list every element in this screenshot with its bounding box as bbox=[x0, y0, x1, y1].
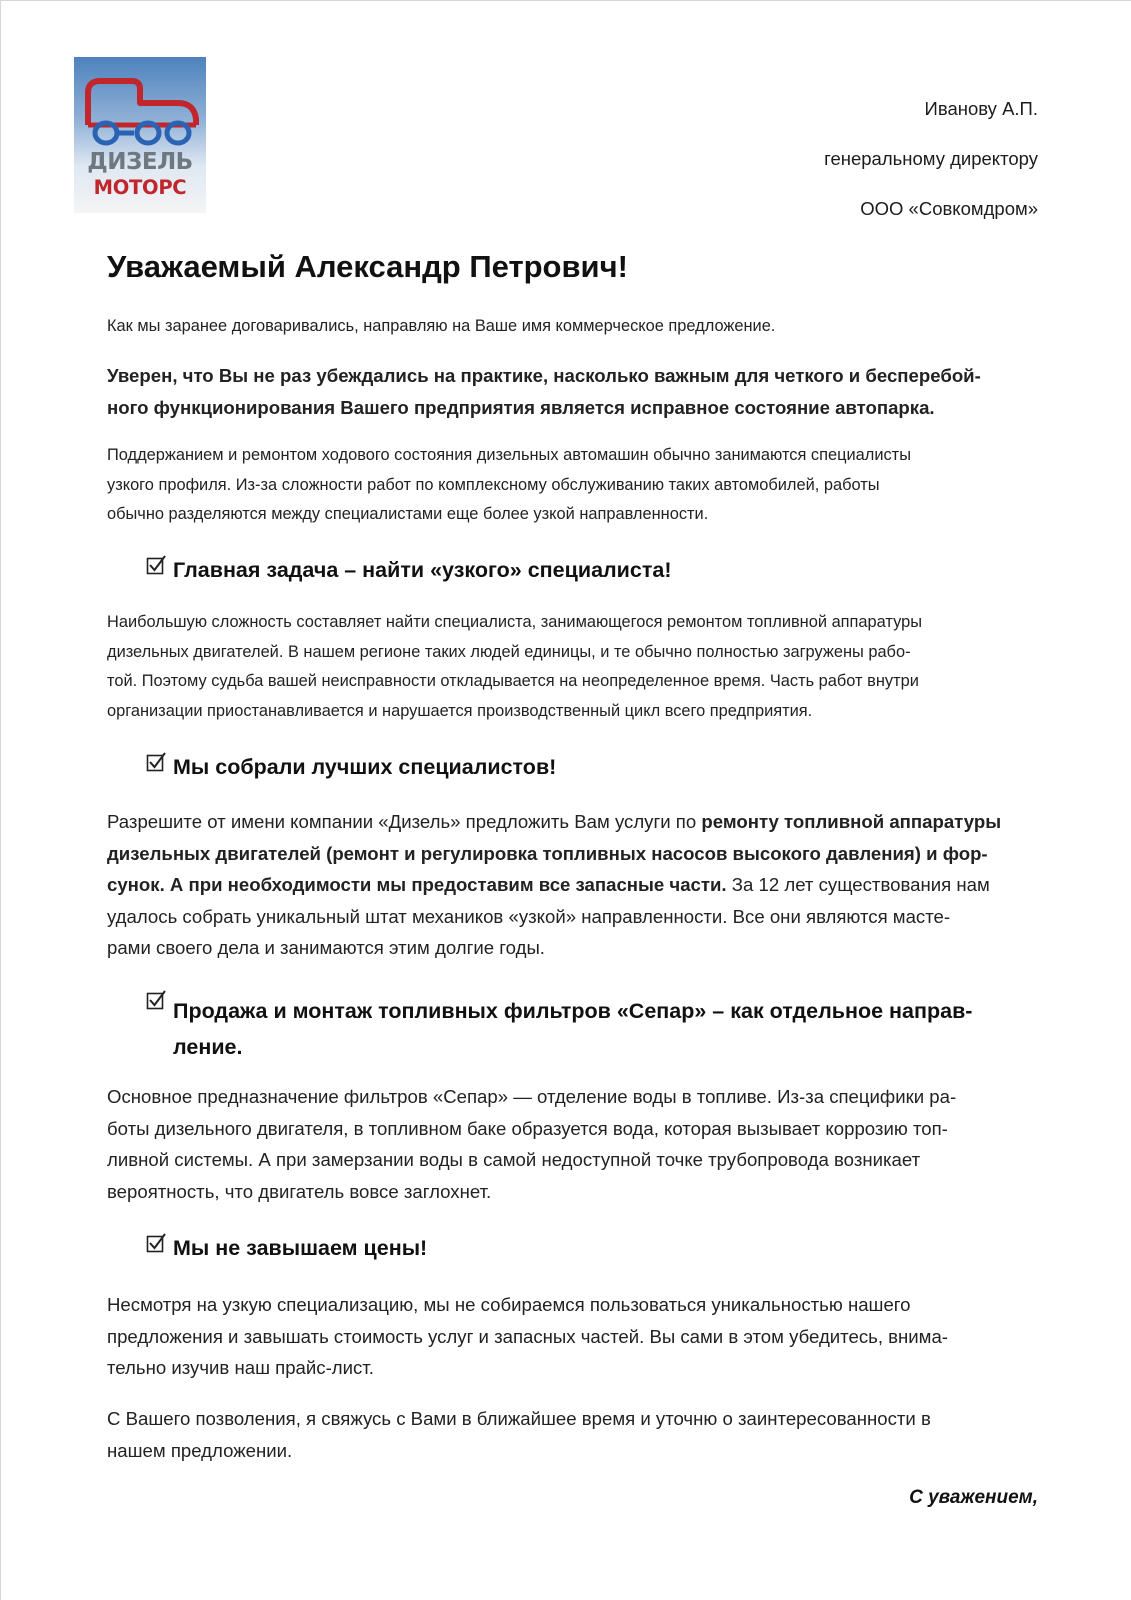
heading-line: Мы не завышаем цены! bbox=[173, 1236, 428, 1260]
company-logo bbox=[74, 57, 206, 213]
heading-line: ление. bbox=[173, 1035, 243, 1059]
paragraph-line: рами своего дела и занимаются этим долгие годы. bbox=[107, 937, 545, 958]
section-heading-best-specialists bbox=[173, 755, 556, 780]
paragraph-line: удалось собрать уникальный штат механиков «узкой» направленности. Все они являются масте- bbox=[107, 905, 951, 927]
section-body-prices bbox=[107, 1289, 1037, 1384]
paragraph-line: дизельных двигателей. В нашем регионе таких людей единицы, и те обычно полностью загружены рабо- bbox=[107, 642, 911, 661]
checkbox-checked-icon bbox=[146, 1232, 168, 1254]
truck-icon bbox=[74, 57, 206, 157]
paragraph-line: дизельных двигателей (ремонт и регулировка топливных насосов высокого давления) и фор- bbox=[107, 842, 988, 864]
paragraph-line: вероятность, что двигатель вовсе заглохнет. bbox=[107, 1180, 492, 1202]
section-body-main-task bbox=[107, 608, 1037, 726]
logo-text-bottom: МОТОРС bbox=[93, 176, 187, 199]
lead-line: Уверен, что Вы не раз убеждались на практике, насколько важным для четкого и бесперебой- bbox=[107, 365, 981, 386]
paragraph-line: боты дизельного двигателя, в топливном баке образуется вода, которая вызывает коррозию топ- bbox=[107, 1117, 948, 1139]
section-heading-separ-filters bbox=[173, 993, 972, 1065]
intro-paragraph bbox=[107, 312, 1037, 342]
paragraph-line: тельно изучив наш прайс-лист. bbox=[107, 1357, 374, 1378]
lead-line: ного функционирования Вашего предприятия является исправное состояние автопарка. bbox=[107, 396, 935, 418]
paragraph-line: организации приостанавливается и нарушается производственный цикл всего предприятия. bbox=[107, 701, 813, 720]
paragraph-line: обычно разделяются между специалистами еще более узкой направленности. bbox=[107, 505, 709, 523]
paragraph-line: той. Поэтому судьба вашей неисправности откладывается на неопределенное время. Часть работ внутри bbox=[107, 672, 919, 690]
recipient-name: Иванову А.П. bbox=[924, 98, 1038, 119]
paragraph-line: предложения и завышать стоимость услуг и запасных частей. Вы сами в этом убедитесь, внима- bbox=[107, 1325, 948, 1347]
signature-closing: С уважением, bbox=[909, 1487, 1038, 1508]
section-body-separ-filters bbox=[107, 1081, 1037, 1207]
checkbox-checked-icon bbox=[146, 751, 168, 773]
lead-paragraph bbox=[107, 360, 1037, 423]
paragraph-line: С Вашего позволения, я свяжусь с Вами в ближайшее время и уточню о заинтересованности в bbox=[107, 1408, 931, 1429]
closing-paragraph bbox=[107, 1403, 1037, 1466]
checkbox-checked-icon bbox=[146, 554, 168, 576]
paragraph-line: Разрешите от имени компании «Дизель» предложить Вам услуги по ремонту топливной аппаратуры bbox=[107, 811, 1002, 832]
paragraph-line: Поддержанием и ремонтом ходового состояния дизельных автомашин обычно занимаются специалисты bbox=[107, 446, 911, 464]
paragraph-line: узкого профиля. Из-за сложности работ по комплексному обслуживанию таких автомобилей, работы bbox=[107, 475, 880, 494]
logo-text-top: ДИЗЕЛЬ bbox=[87, 149, 193, 175]
heading-line: Мы собрали лучших специалистов! bbox=[173, 755, 557, 779]
paragraph-line: Наибольшую сложность составляет найти специалиста, занимающегося ремонтом топливной аппаратуры bbox=[107, 613, 923, 631]
section-body-best-specialists bbox=[107, 806, 1037, 964]
greeting-heading: Уважаемый Александр Петрович! bbox=[107, 249, 628, 284]
recipient-position: генеральному директору bbox=[824, 148, 1038, 169]
section-heading-main-task bbox=[173, 558, 672, 583]
intro-line: Как мы заранее договаривались, направляю на Ваше имя коммерческое предложение. bbox=[107, 317, 776, 335]
paragraph-line: ливной системы. А при замерзании воды в самой недоступной точке трубопровода возникает bbox=[107, 1149, 921, 1170]
heading-line: Продажа и монтаж топливных фильтров «Сепар» – как отдельное направ- bbox=[173, 999, 973, 1023]
heading-line: Главная задача – найти «узкого» специалиста! bbox=[173, 558, 672, 582]
paragraph-line: нашем предложении. bbox=[107, 1439, 293, 1461]
paragraph-line: Основное предназначение фильтров «Сепар» — отделение воды в топливе. Из-за специфики ра- bbox=[107, 1086, 957, 1107]
recipient-company: ООО «Совкомдром» bbox=[860, 198, 1038, 219]
paragraph-line: Несмотря на узкую специализацию, мы не собираемся пользоваться уникальностью нашего bbox=[107, 1294, 911, 1315]
paragraph-specialists bbox=[107, 441, 1037, 530]
paragraph-line: сунок. А при необходимости мы предоставим все запасные части. За 12 лет существования нам bbox=[107, 874, 990, 895]
checkbox-checked-icon bbox=[146, 989, 168, 1011]
section-heading-prices bbox=[173, 1236, 427, 1261]
